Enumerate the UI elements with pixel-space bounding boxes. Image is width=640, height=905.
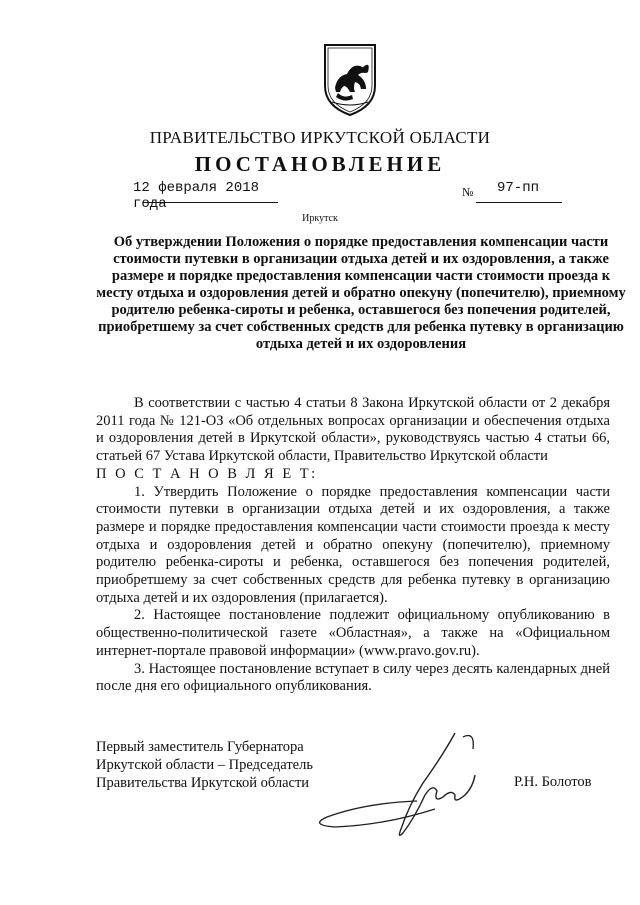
date-underline xyxy=(143,202,278,203)
decree-word: П О С Т А Н О В Л Я Е Т: xyxy=(96,465,318,482)
handwritten-signature xyxy=(305,725,495,845)
item-paragraph-2: 2. Настоящее постановление подлежит официальному опубликованию в общественно-политической газете «Областная», а также на «Официальном интернет-портале правовой информации» (www.pravo.gov.ru). xyxy=(96,607,610,659)
item-paragraph-3: 3. Настоящее постановление вступает в силу через десять календарных дней после дня его официального опубликования. xyxy=(96,660,610,695)
document-type: ПОСТАНОВЛЕНИЕ xyxy=(194,152,446,176)
position-line-3: Правительства Иркутской области xyxy=(96,775,310,791)
item-paragraph-1: 1. Утвердить Положение о порядке предоставления компенсации части стоимости путевки в организации отдыха детей и их оздоровления, а также размере и порядке предоставления компенсации части стоимости проезда к месту отдыха и оздоровления детей и обратно опекуну (попечителю), приемному родителю ребенка-сироты и ребенка, оставшегося без попечения родителей, приобретшему за счет собственных средств для ребенка путевку в организацию отдыха детей и их оздоровления (прилагается). xyxy=(96,483,610,606)
number-underline xyxy=(476,202,562,203)
position-line-2: Иркутской области – Председатель xyxy=(96,757,313,773)
preamble-paragraph: В соответствии с частью 4 статьи 8 Закона Иркутской области от 2 декабря 2011 года № 121-ОЗ «Об отдельных вопросах организации и обеспечения отдыха и оздоровления детей в Иркутской области», руководствуясь частью 4 статьи 66, статьей 67 Устава Иркутской области, Правительство Иркутской области xyxy=(96,395,610,465)
document-date: 12 февраля 2018 года xyxy=(133,180,260,212)
signatory-name: Р.Н. Болотов xyxy=(514,774,592,790)
document-number: 97-пп xyxy=(497,180,540,196)
number-sign: № xyxy=(462,185,474,199)
city-name: Иркутск xyxy=(302,213,338,224)
document-title: Об утверждении Положения о порядке предоставления компенсации части стоимости путевки в организации отдыха детей и их оздоровления, а также размере и порядке предоставления компенсации части стоимости проезда к месту отдыха и оздоровления детей и обратно опекуну (попечителю), приемному родителю ребенка-сироты и ребенка, оставшегося без попечения родителей, приобретшему за счет собственных средств для ребенка путевку в организацию отдыха детей и их оздоровления xyxy=(96,234,626,352)
position-line-1: Первый заместитель Губернатора xyxy=(96,739,304,755)
government-name: ПРАВИТЕЛЬСТВО ИРКУТСКОЙ ОБЛАСТИ xyxy=(149,128,491,147)
coat-of-arms-icon xyxy=(322,42,378,118)
document-body xyxy=(96,395,610,696)
